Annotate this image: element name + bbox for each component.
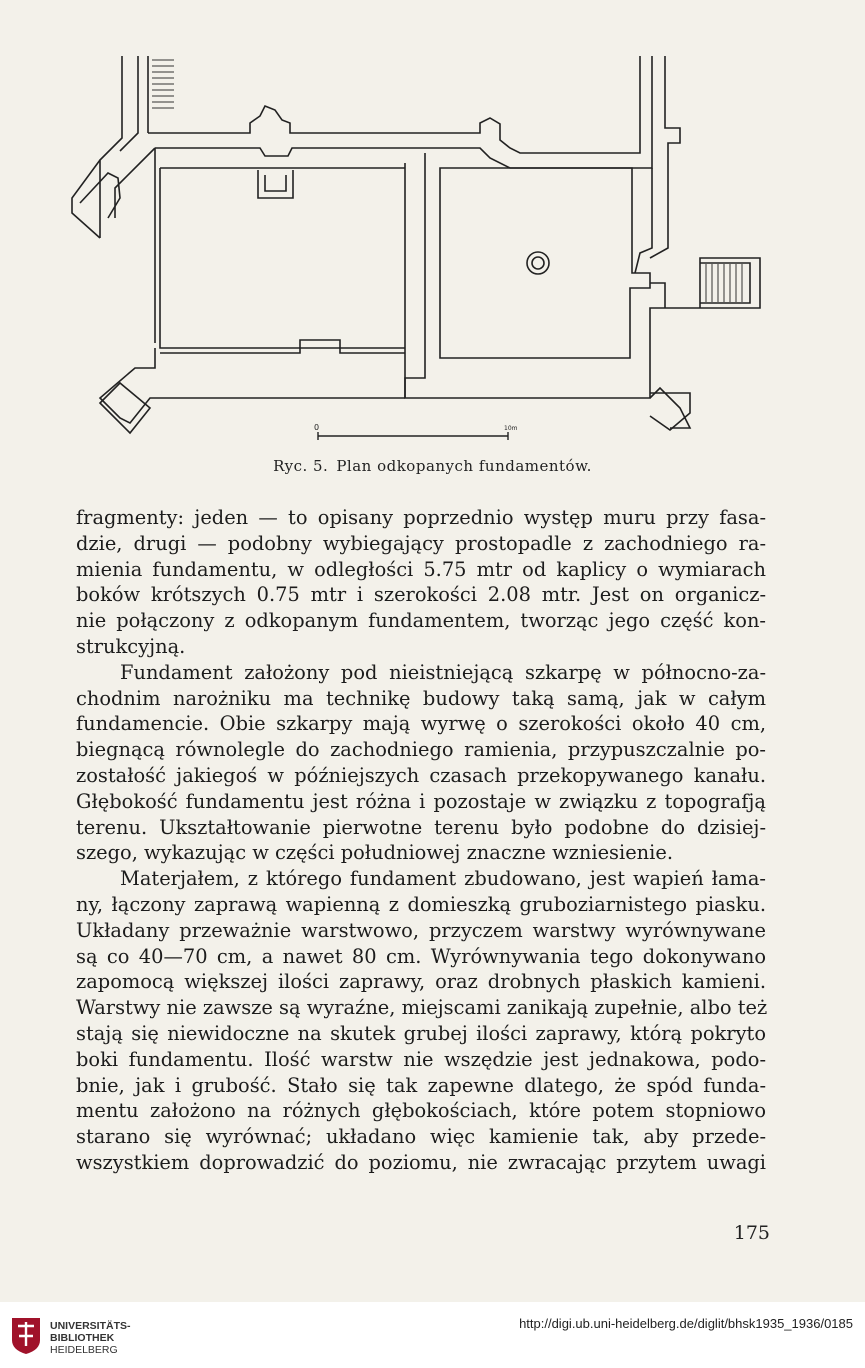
text-line: Fundament założony pod nieistniejącą szkarpę w północno-za- [120, 660, 766, 684]
body-text [76, 505, 766, 1176]
text-line: mienia fundamentu, w odległości 5.75 mtr od kaplicy o wymiarach [76, 557, 766, 581]
text-line: terenu. Ukształtowanie pierwotne terenu było podobne do dzisiej- [76, 815, 766, 839]
text-line: ny, łączony zaprawą wapienną z domieszką gruboziarnistego piasku. [76, 892, 766, 916]
scale-start-label: 0 [314, 423, 320, 432]
text-line: nie połączony z odkopanym fundamentem, tworząc jego część kon- [76, 609, 766, 633]
figure-caption [0, 457, 865, 475]
text-line: strukcyjną. [76, 634, 186, 658]
university-seal-icon [10, 1316, 42, 1356]
figure-caption-text: Plan odkopanych fundamentów. [336, 457, 592, 475]
text-line: szego, wykazując w części południowej znaczne wzniesienie. [76, 841, 674, 865]
text-line: mentu założono na różnych głębokościach, które potem stopniowo [76, 1099, 766, 1123]
text-line: bnie, jak i grubość. Stało się tak zapewne dlatego, że spód funda- [76, 1073, 766, 1097]
page-number: 175 [733, 1222, 770, 1244]
foundation-plan-drawing [60, 48, 810, 488]
foundation-plan-figure [60, 48, 810, 488]
text-line: wszystkiem doprowadzić do poziomu, nie zwracając przytem uwagi [76, 1150, 766, 1174]
text-line: Układany przeważnie warstwowo, przyczem warstwy wyrównywane [76, 918, 766, 942]
library-name [50, 1320, 131, 1356]
text-line: zapomocą większej ilości zaprawy, oraz drobnych płaskich kamieni. [76, 970, 766, 994]
source-url-link[interactable]: http://digi.ub.uni-heidelberg.de/diglit/bhsk1935_1936/0185 [519, 1316, 853, 1331]
text-line: chodnim narożniku ma technikę budowy taką samą, jak w całym [76, 686, 766, 710]
text-line: Głębokość fundamentu jest różna i pozostaje w związku z topografją [76, 789, 766, 813]
text-line: biegnącą równolegle do zachodniego ramienia, przypuszczalnie po- [76, 738, 766, 762]
text-line: dzie, drugi — podobny wybiegający prostopadle z zachodniego ra- [76, 531, 766, 555]
text-line: są co 40—70 cm, a nawet 80 cm. Wyrównywania tego dokonywano [76, 944, 766, 968]
figure-caption-label: Ryc. 5. [273, 457, 329, 475]
library-name-line3: HEIDELBERG [50, 1344, 118, 1356]
text-line: boków krótszych 0.75 mtr i szerokości 2.08 mtr. Jest on organicz- [76, 583, 766, 607]
scale-end-label: 10m [504, 425, 518, 432]
text-line: stają się niewidoczne na skutek grubej ilości zaprawy, którą pokryto [76, 1021, 766, 1045]
text-line: fragmenty: jeden — to opisany poprzednio występ muru przy fasa- [76, 506, 766, 529]
footer-bar [0, 1302, 865, 1368]
library-name-line1: UNIVERSITÄTS- [50, 1320, 131, 1332]
text-line: zostałość jakiegoś w późniejszych czasach przekopywanego kanału. [76, 763, 766, 787]
text-line: Warstwy nie zawsze są wyraźne, miejscami zanikają zupełnie, albo też [76, 996, 768, 1020]
text-line: Materjałem, z którego fundament zbudowano, jest wapień łama- [120, 867, 766, 891]
text-line: boki fundamentu. Ilość warstw nie wszędzie jest jednakowa, podo- [76, 1047, 766, 1071]
text-line: fundamencie. Obie szkarpy mają wyrwę o szerokości około 40 cm, [76, 712, 766, 736]
text-line: starano się wyrównać; układano więc kamienie tak, aby przede- [76, 1125, 766, 1149]
library-name-line2: BIBLIOTHEK [50, 1332, 115, 1344]
